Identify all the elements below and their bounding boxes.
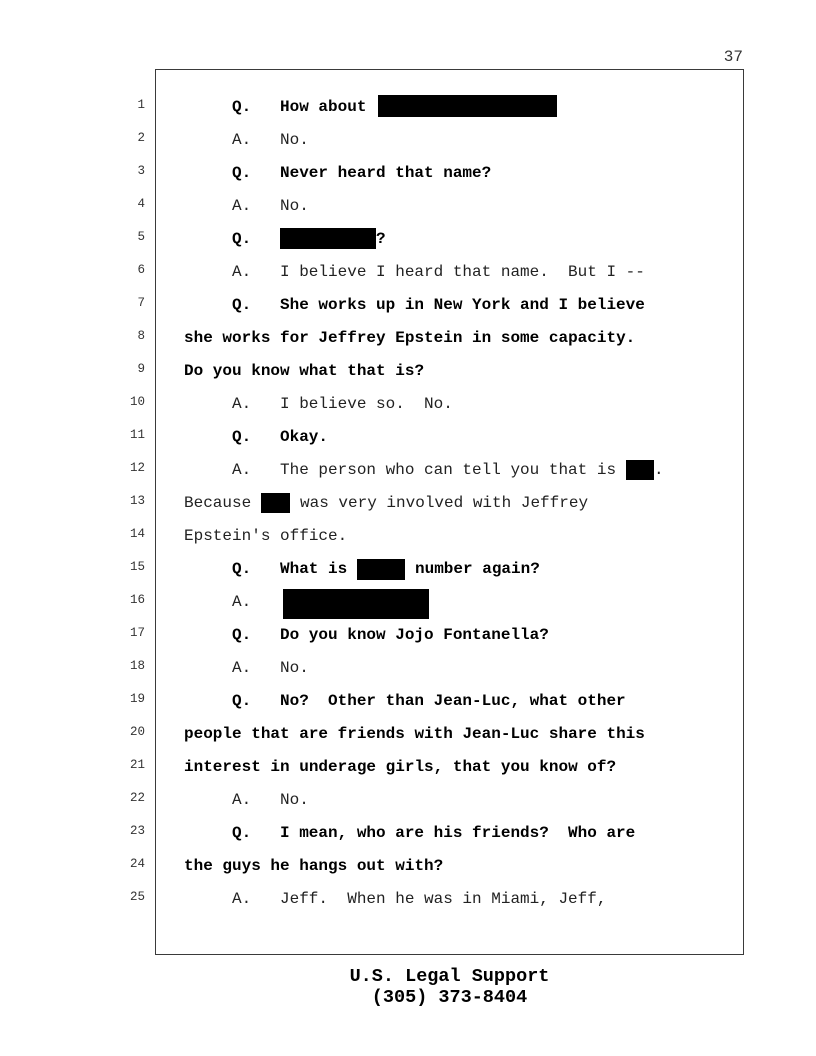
line-number: 18 <box>129 659 145 673</box>
line-number: 14 <box>129 527 145 541</box>
line-text: How about <box>280 98 367 116</box>
line-number: 19 <box>129 692 145 706</box>
line-text: I mean, who are his friends? Who are <box>280 824 636 842</box>
transcript-line <box>0 195 816 217</box>
line-text: Epstein's office. <box>184 527 348 545</box>
speaker-label: Q. <box>232 560 252 578</box>
speaker-label: A. <box>232 461 252 479</box>
transcript-line <box>0 822 816 844</box>
transcript-line <box>0 261 816 283</box>
transcript-line <box>0 789 816 811</box>
speaker-label: A. <box>232 197 252 215</box>
line-text-after: . <box>654 461 664 479</box>
line-text: I believe so. No. <box>280 395 453 413</box>
page-number: 37 <box>723 48 743 66</box>
line-number: 7 <box>137 296 145 310</box>
line-number: 1 <box>137 98 145 112</box>
speaker-label: Q. <box>232 626 252 644</box>
transcript-line <box>0 492 816 514</box>
transcript-line <box>0 129 816 151</box>
line-number: 2 <box>137 131 145 145</box>
line-text: Because <box>184 494 252 512</box>
line-text: Never heard that name? <box>280 164 492 182</box>
line-text: No. <box>280 131 309 149</box>
line-number: 23 <box>129 824 145 838</box>
speaker-label: A. <box>232 593 252 611</box>
line-number: 8 <box>137 329 145 343</box>
speaker-label: A. <box>232 659 252 677</box>
redaction-box <box>261 493 290 513</box>
line-text: No. <box>280 791 309 809</box>
line-text: The person who can tell you that is <box>280 461 617 479</box>
line-number: 17 <box>129 626 145 640</box>
speaker-label: Q. <box>232 164 252 182</box>
line-number: 21 <box>129 758 145 772</box>
line-number: 5 <box>137 230 145 244</box>
line-text: she works for Jeffrey Epstein in some capacity. <box>184 329 636 347</box>
line-number: 9 <box>137 362 145 376</box>
line-text-after: was very involved with Jeffrey <box>300 494 589 512</box>
line-text: Jeff. When he was in Miami, Jeff, <box>280 890 607 908</box>
transcript-line <box>0 96 816 118</box>
line-text: I believe I heard that name. But I -- <box>280 263 645 281</box>
line-number: 11 <box>129 428 145 442</box>
transcript-line <box>0 360 816 382</box>
line-text-after: number again? <box>415 560 540 578</box>
speaker-label: Q. <box>232 296 252 314</box>
transcript-line <box>0 294 816 316</box>
speaker-label: Q. <box>232 230 252 248</box>
footer-company: U.S. Legal Support <box>349 966 550 987</box>
speaker-label: Q. <box>232 692 252 710</box>
redaction-box <box>283 589 429 619</box>
page-footer <box>155 966 744 1008</box>
line-number: 6 <box>137 263 145 277</box>
transcript-line <box>0 723 816 745</box>
line-text: No. <box>280 659 309 677</box>
line-number: 16 <box>129 593 145 607</box>
line-number: 3 <box>137 164 145 178</box>
line-text: No. <box>280 197 309 215</box>
redaction-box <box>626 460 654 480</box>
line-number: 22 <box>129 791 145 805</box>
line-text: Do you know Jojo Fontanella? <box>280 626 549 644</box>
line-number: 4 <box>137 197 145 211</box>
transcript-line <box>0 525 816 547</box>
transcript-line <box>0 393 816 415</box>
transcript-line <box>0 756 816 778</box>
speaker-label: Q. <box>232 98 252 116</box>
redaction-box <box>357 559 405 580</box>
footer-phone: (305) 373-8404 <box>371 987 528 1008</box>
line-number: 20 <box>129 725 145 739</box>
line-text: No? Other than Jean-Luc, what other <box>280 692 626 710</box>
transcript-line <box>0 657 816 679</box>
transcript-line <box>0 228 816 250</box>
line-text: Okay. <box>280 428 329 446</box>
line-number: 24 <box>129 857 145 871</box>
line-text: She works up in New York and I believe <box>280 296 645 314</box>
speaker-label: Q. <box>232 428 252 446</box>
line-text: Do you know what that is? <box>184 362 425 380</box>
line-number: 25 <box>129 890 145 904</box>
speaker-label: A. <box>232 791 252 809</box>
line-number: 13 <box>129 494 145 508</box>
speaker-label: A. <box>232 890 252 908</box>
transcript-line <box>0 558 816 580</box>
line-text: interest in underage girls, that you know of? <box>184 758 617 776</box>
speaker-label: Q. <box>232 824 252 842</box>
speaker-label: A. <box>232 395 252 413</box>
redaction-box <box>280 228 376 249</box>
line-number: 12 <box>129 461 145 475</box>
transcript-line <box>0 591 816 613</box>
transcript-line <box>0 888 816 910</box>
transcript-line <box>0 624 816 646</box>
transcript-line <box>0 327 816 349</box>
line-text: people that are friends with Jean-Luc share this <box>184 725 645 743</box>
line-number: 15 <box>129 560 145 574</box>
line-text: the guys he hangs out with? <box>184 857 444 875</box>
line-text: What is <box>280 560 348 578</box>
transcript-line <box>0 426 816 448</box>
speaker-label: A. <box>232 263 252 281</box>
redaction-box <box>378 95 557 117</box>
transcript-line <box>0 162 816 184</box>
speaker-label: A. <box>232 131 252 149</box>
transcript-line <box>0 855 816 877</box>
transcript-line <box>0 459 816 481</box>
transcript-line <box>0 690 816 712</box>
line-number: 10 <box>129 395 145 409</box>
line-text-after: ? <box>376 230 386 248</box>
